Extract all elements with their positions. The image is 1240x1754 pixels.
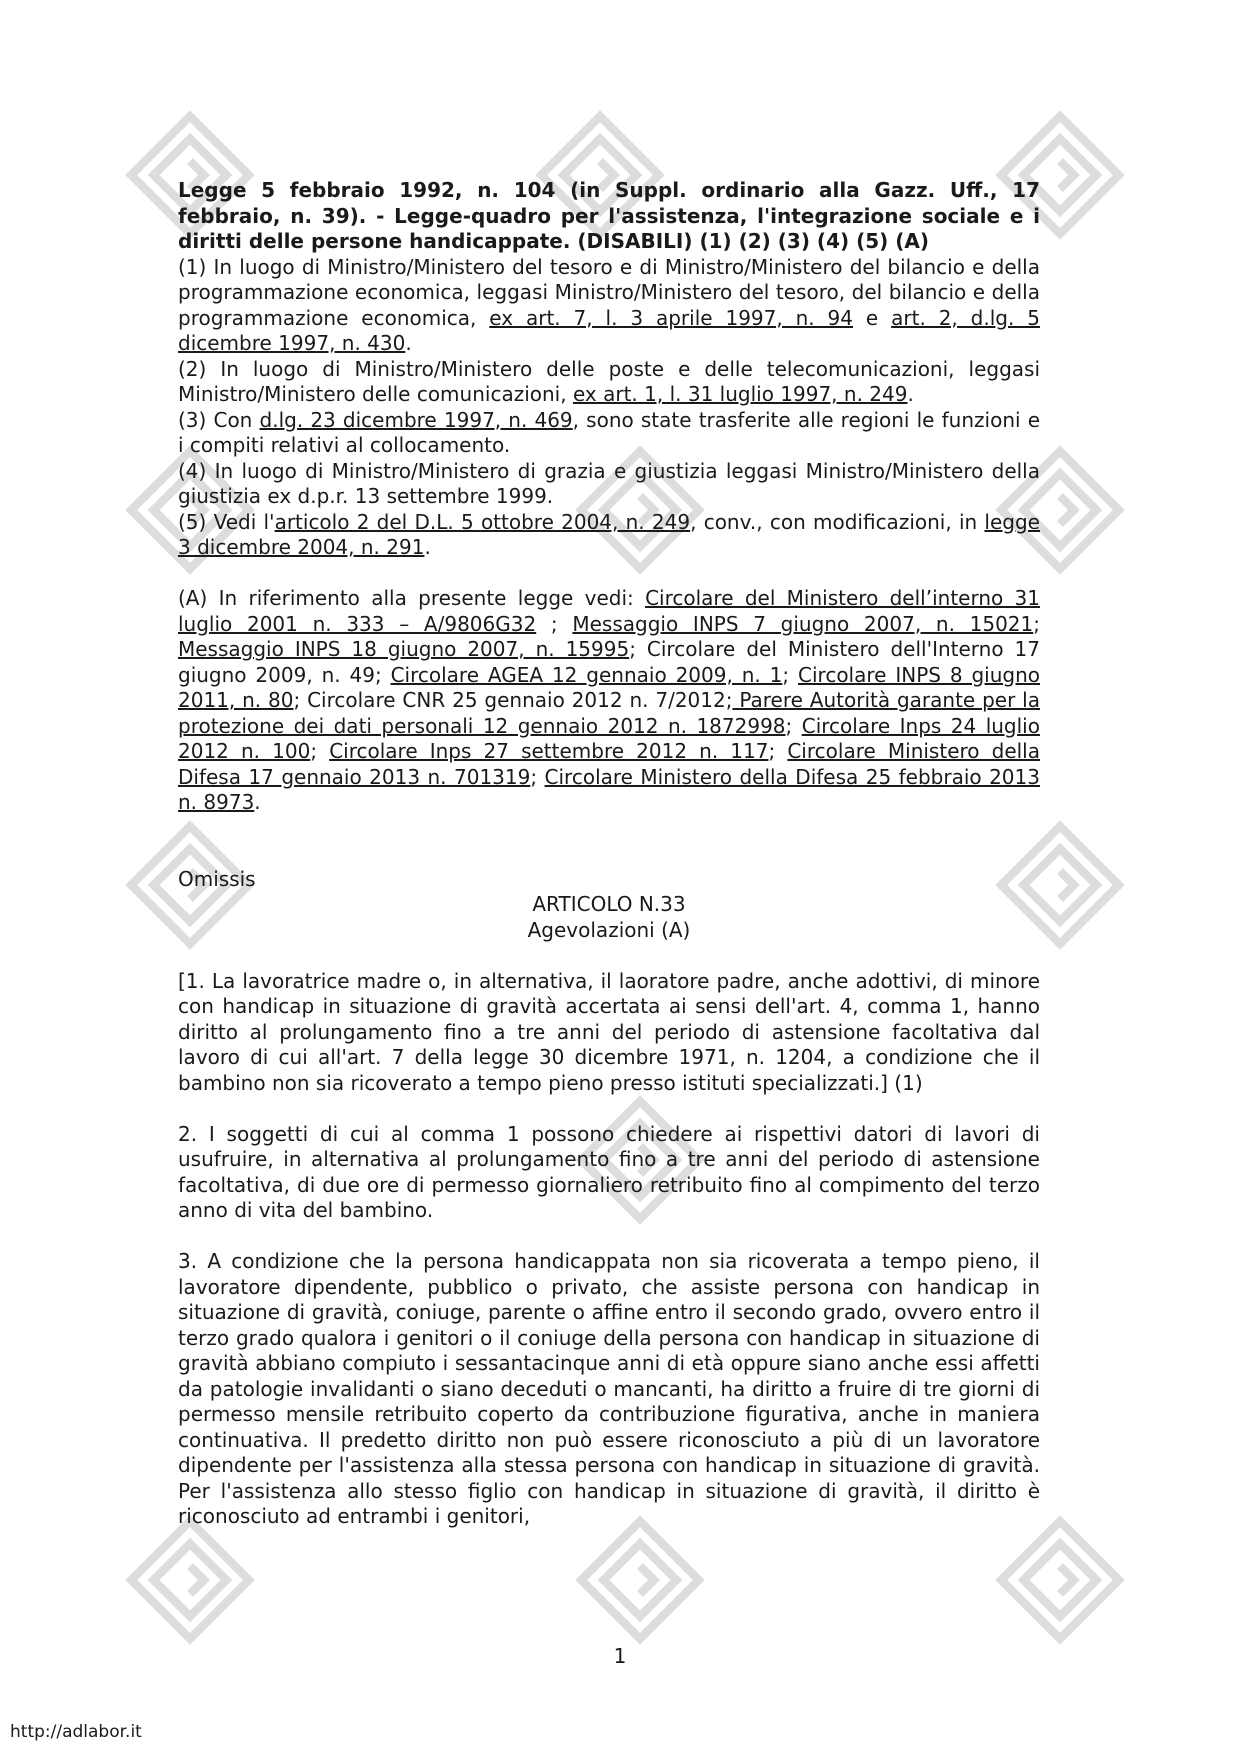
note-a-sep: ; — [782, 662, 799, 687]
document-title: Legge 5 febbraio 1992, n. 104 (in Suppl. ordinario alla Gazz. Uff., 17 febbraio, n. 39). - Legge-quadro per l'assistenza, l'integrazione sociale e i diritti delle persone handicappate. (DISABILI) (1) (2) (3) (4) (5) (A) — [178, 178, 1040, 253]
article-subtitle: Agevolazioni (A) — [527, 917, 691, 942]
note-3-end: , sono state trasferite alle regioni le funzioni e i compiti relativi al collocamento. — [178, 407, 1041, 457]
omissis-label: Omissis — [178, 866, 256, 891]
note-5-link-legge[interactable]: legge 3 dicembre 2004, n. 291 — [178, 509, 1040, 559]
note-5-text: (5) Vedi l' — [178, 509, 275, 534]
note-a-sep: ; — [530, 764, 545, 789]
page-number: 1 — [613, 1644, 627, 1668]
watermark-logo-icon — [570, 1510, 710, 1650]
note-1-link-art7[interactable]: ex art. 7, l. 3 aprile 1997, n. 94 — [489, 305, 854, 330]
note-2-link-art1[interactable]: ex art. 1, l. 31 luglio 1997, n. 249 — [572, 382, 908, 406]
note-3-text: (3) Con — [178, 407, 260, 432]
note-5-mid: , conv., con modificazioni, in — [690, 509, 985, 534]
note-a-link-6[interactable]: Parere Autorità garante per la protezione dei dati personali 12 gennaio 2012 n. 1872998 — [178, 688, 1040, 738]
document-body — [178, 178, 1040, 1530]
note-1 — [178, 255, 1040, 357]
note-5-end: . — [424, 535, 431, 559]
note-5-link-dl[interactable]: articolo 2 del D.L. 5 ottobre 2004, n. 249 — [274, 509, 691, 534]
article-title: ARTICOLO N.33 — [532, 892, 686, 916]
note-a-link-5[interactable]: Circolare INPS 8 giugno 2011, n. 80 — [178, 662, 1040, 712]
note-a-link-1[interactable]: Circolare del Ministero dell’interno 31 luglio 2001 n. 333 – A/9806G32 — [178, 586, 1040, 636]
article-paragraph-1: [1. La lavoratrice madre o, in alternativa, il laoratore padre, anche adottivi, di minore con handicap in situazione di gravità accertata ai sensi dell'art. 4, comma 1, hanno diritto al prolungamento fino a tre anni del periodo di astensione facoltativa dal lavoro di cui all'art. 7 della legge 30 dicembre 1971, n. 1204, a condizione che il bambino non sia ricoverato a tempo pieno presso istituti specializzati.] (1) — [178, 968, 1040, 1095]
note-a-sep: ; — [536, 611, 573, 636]
note-a-sep: ; — [310, 739, 330, 763]
note-a-sep: ; — [1033, 611, 1041, 636]
note-a-end: . — [254, 790, 261, 814]
note-2 — [178, 357, 1040, 408]
note-1-mid: e — [853, 305, 892, 330]
article-paragraph-2: 2. I soggetti di cui al comma 1 possono chiedere ai rispettivi datori di lavori di usufruire, in alternativa al prolungamento fino a tre anni del periodo di astensione facoltativa, di due ore di permesso giornaliero retribuito fino al compimento del terzo anno di vita del bambino. — [178, 1121, 1040, 1222]
footer-url[interactable]: http://adlabor.it — [10, 1722, 142, 1742]
note-1-end: . — [405, 331, 412, 355]
note-5 — [178, 510, 1040, 561]
note-2-end: . — [907, 382, 914, 406]
note-3-link-dlg[interactable]: d.lg. 23 dicembre 1997, n. 469 — [259, 407, 573, 432]
note-1-link-art2[interactable]: art. 2, d.lg. 5 dicembre 1997, n. 430 — [178, 305, 1040, 355]
watermark-logo-icon — [990, 1510, 1130, 1650]
note-a — [178, 586, 1040, 816]
note-a-link-10[interactable]: Circolare Ministero della Difesa 25 febbraio 2013 n. 8973 — [178, 764, 1040, 814]
article-paragraph-3: 3. A condizione che la persona handicappata non sia ricoverata a tempo pieno, il lavoratore dipendente, pubblico o privato, che assiste persona con handicap in situazione di gravità, coniuge, parente o affine entro il secondo grado, ovvero entro il terzo grado qualora i genitori o il coniuge della persona con handicap in situazione di gravità abbiano compiuto i sessantacinque anni di età oppure siano anche essi affetti da patologie invalidanti o siano deceduti o mancanti, ha diritto a fruire di tre giorni di permesso mensile retribuito coperto da contribuzione figurativa, anche in maniera continuativa. Il predetto diritto non può essere riconosciuto a più di un lavoratore dipendente per l'assistenza alla stessa persona con handicap in situazione di gravità. Per l'assistenza allo stesso figlio con handicap in situazione di gravità, il diritto è riconosciuto ad entrambi i genitori, — [178, 1249, 1040, 1528]
note-a-sep: ; — [768, 739, 788, 763]
note-a-link-9[interactable]: Circolare Ministero della Difesa 17 gennaio 2013 n. 701319 — [178, 739, 1040, 789]
note-4: (4) In luogo di Ministro/Ministero di grazia e giustizia leggasi Ministro/Ministero della giustizia ex d.p.r. 13 settembre 1999. — [178, 458, 1040, 508]
note-1-text: (1) In luogo di Ministro/Ministero del tesoro e di Ministro/Ministero del bilancio e della programmazione economica, leggasi Ministro/Ministero del tesoro, del bilancio e della programmazione economica, — [178, 254, 1040, 330]
note-a-link-4[interactable]: Circolare AGEA 12 gennaio 2009, n. 1 — [390, 662, 783, 687]
note-a-sep: ; Circolare del Ministero dell'Interno 17 giugno 2009, n. 49; — [178, 637, 1041, 687]
note-a-link-7[interactable]: Circolare Inps 24 luglio 2012 n. 100 — [178, 713, 1040, 763]
note-a-sep: ; — [785, 713, 802, 738]
note-a-link-2[interactable]: Messaggio INPS 7 giugno 2007, n. 15021 — [572, 611, 1034, 636]
note-3 — [178, 408, 1040, 459]
note-2-text: (2) In luogo di Ministro/Ministero delle poste e delle telecomunicazioni, leggasi Ministro/Ministero delle comunicazioni, — [178, 356, 1040, 406]
note-a-sep: ; Circolare CNR 25 gennaio 2012 n. 7/2012; — [293, 688, 733, 712]
watermark-logo-icon — [120, 1510, 260, 1650]
note-a-link-8[interactable]: Circolare Inps 27 settembre 2012 n. 117 — [329, 739, 769, 763]
note-a-text: (A) In riferimento alla presente legge vedi: — [178, 586, 646, 610]
note-a-link-3[interactable]: Messaggio INPS 18 giugno 2007, n. 15995 — [178, 637, 630, 661]
